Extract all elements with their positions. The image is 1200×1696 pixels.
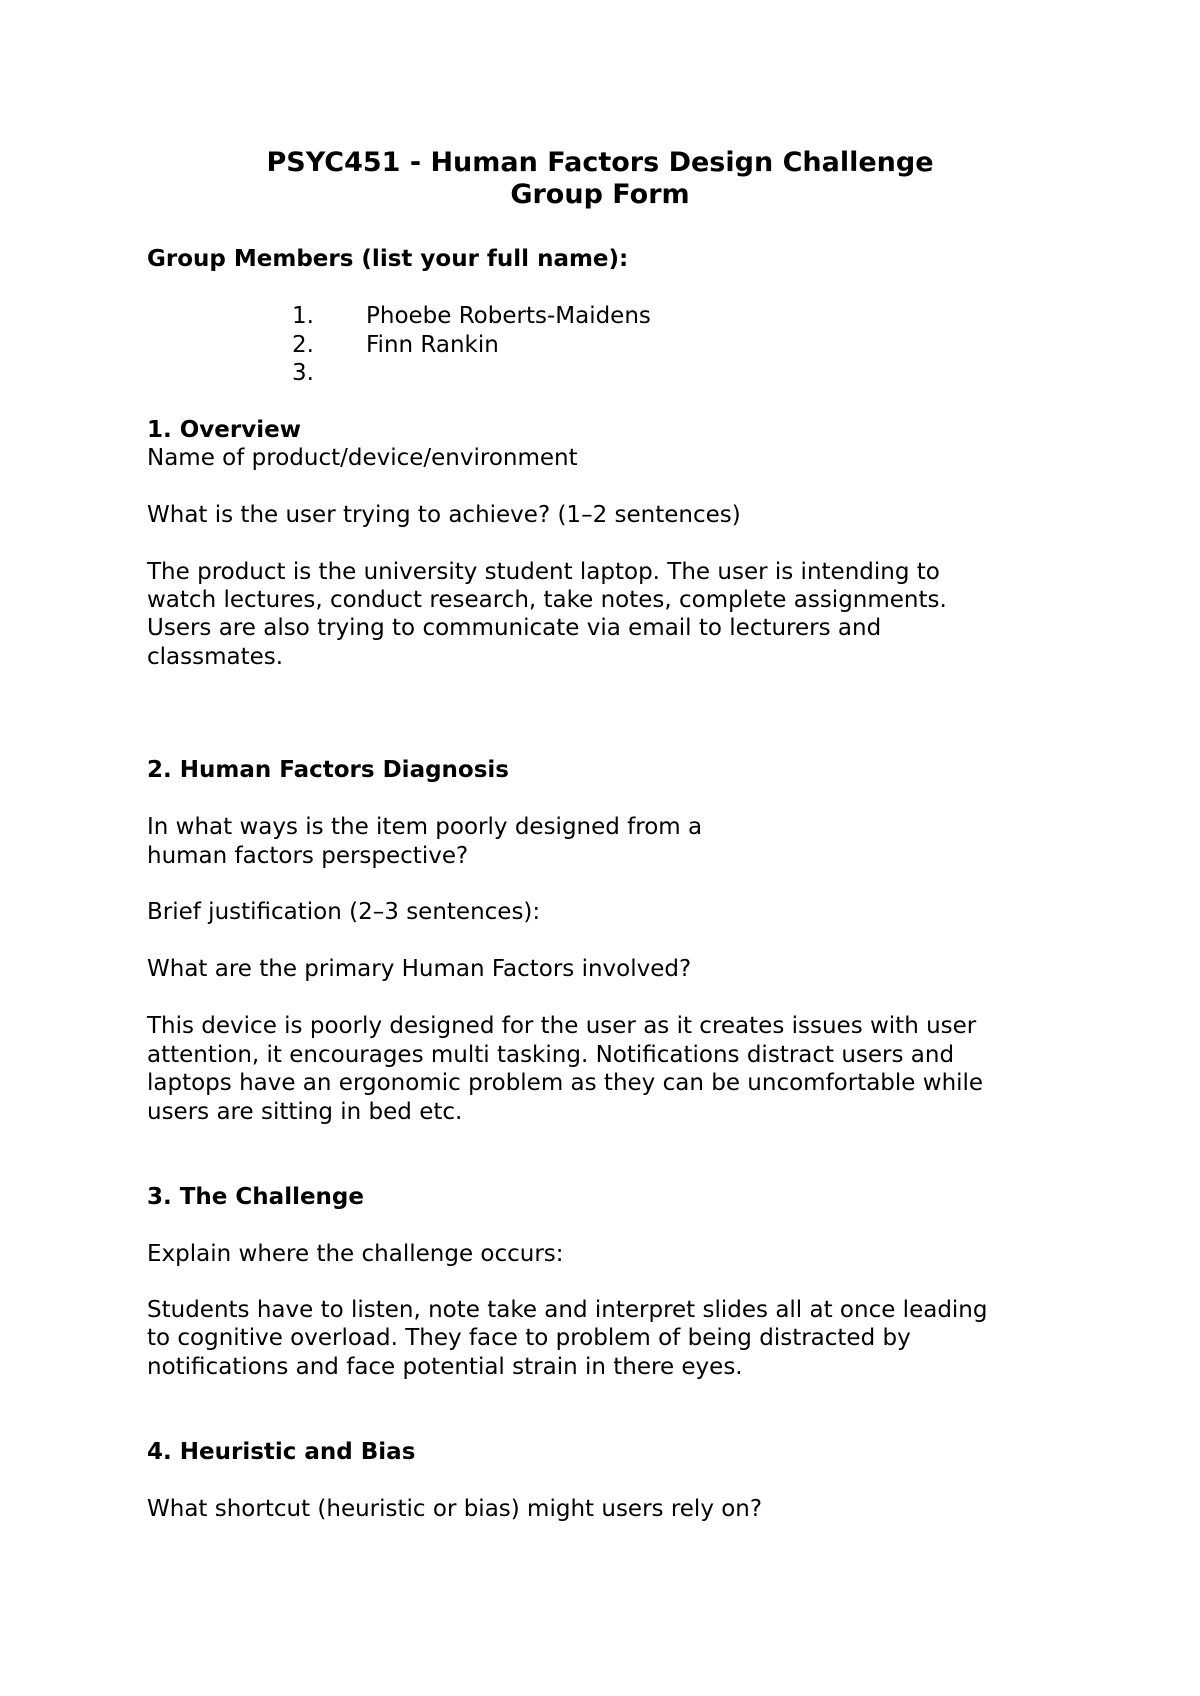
answer-line: This device is poorly designed for the user as it creates issues with user	[147, 1013, 977, 1039]
answer-line: notifications and face potential strain in there eyes.	[147, 1354, 743, 1380]
member-name: Phoebe Roberts-Maidens	[366, 303, 651, 329]
prompt-human-factors: What are the primary Human Factors involved?	[147, 956, 692, 982]
prompt-product-name: Name of product/device/environment	[147, 445, 578, 471]
member-number: 2.	[292, 332, 314, 358]
answer-line: classmates.	[147, 644, 284, 670]
answer-line: to cognitive overload. They face to problem of being distracted by	[147, 1325, 911, 1351]
members-heading: Group Members (list your full name):	[147, 246, 629, 272]
section-heading-challenge: 3. The Challenge	[147, 1184, 364, 1210]
prompt-heuristic: What shortcut (heuristic or bias) might users rely on?	[147, 1496, 763, 1522]
section-heading-diagnosis: 2. Human Factors Diagnosis	[147, 757, 509, 783]
member-number: 1.	[292, 303, 314, 329]
answer-line: Students have to listen, note take and interpret slides all at once leading	[147, 1297, 988, 1323]
document-subtitle: Group Form	[510, 179, 690, 210]
prompt-design-line: In what ways is the item poorly designed from a	[147, 814, 703, 840]
document-title: PSYC451 - Human Factors Design Challenge	[266, 147, 934, 178]
prompt-design-line: human factors perspective?	[147, 843, 469, 869]
member-number: 3.	[292, 360, 314, 386]
answer-line: laptops have an ergonomic problem as they can be uncomfortable while	[147, 1070, 984, 1096]
answer-line: users are sitting in bed etc.	[147, 1099, 463, 1125]
prompt-justification: Brief justification (2–3 sentences):	[147, 899, 541, 925]
answer-line: attention, it encourages multi tasking. Notifications distract users and	[147, 1042, 955, 1068]
section-heading-overview: 1. Overview	[147, 417, 301, 443]
answer-line: The product is the university student laptop. The user is intending to	[147, 559, 940, 585]
answer-line: watch lectures, conduct research, take notes, complete assignments.	[147, 587, 947, 613]
prompt-user-goal: What is the user trying to achieve? (1–2 sentences)	[147, 502, 741, 528]
section-heading-heuristic: 4. Heuristic and Bias	[147, 1439, 416, 1465]
answer-line: Users are also trying to communicate via email to lecturers and	[147, 615, 882, 641]
prompt-challenge: Explain where the challenge occurs:	[147, 1241, 564, 1267]
member-name: Finn Rankin	[366, 332, 499, 358]
